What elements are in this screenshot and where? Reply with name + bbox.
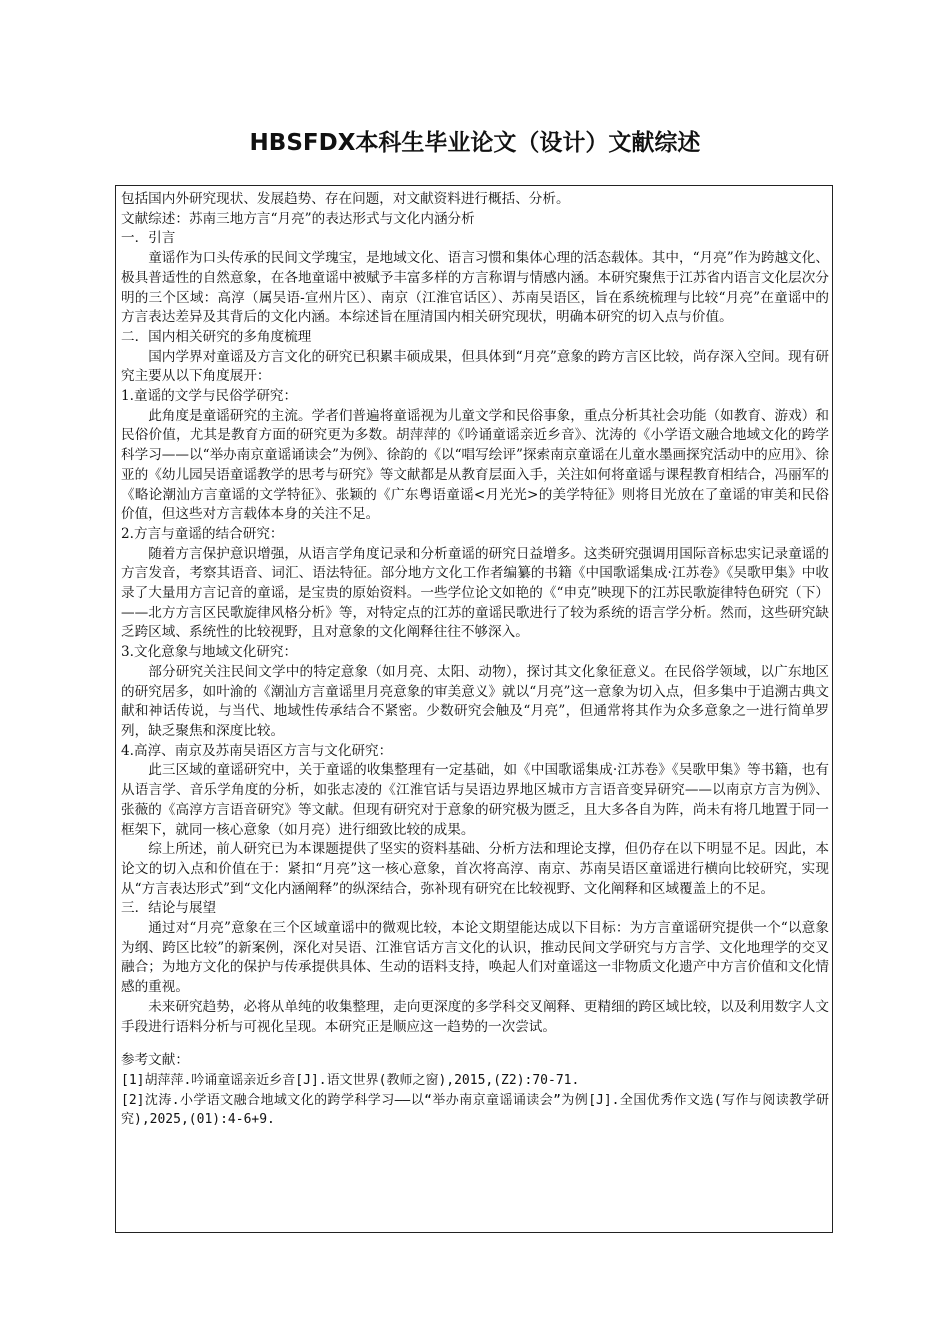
page-title: HBSFDX本科生毕业论文（设计）文献综述 <box>249 130 701 156</box>
body-paragraph: 国内学界对童谣及方言文化的研究已积累丰硕成果，但具体到“月亮”意象的跨方言区比较，尚存深入空间。现有研究主要从以下角度展开： <box>121 348 829 385</box>
section-heading: 文献综述：苏南三地方言“月亮”的表达形式与文化内涵分析 <box>121 210 475 227</box>
body-paragraph: 通过对“月亮”意象在三个区域童谣中的微观比较，本论文期望能达成以下目标：为方言童谣研究提供一个“以意象为纲、跨区比较”的新案例，深化对吴语、江淮官话方言文化的认识，推动民间文学研究与方言学、文化地理学的交叉融合；为地方文化的保护与传承提供具体、生动的语料支持，唤起人们对童谣这一非物质文化遗产中方言价值和文化情感的重视。 <box>121 920 829 996</box>
body-paragraph: 童谣作为口头传承的民间文学瑰宝，是地域文化、语言习惯和集体心理的活态载体。其中，“月亮”作为跨越文化、极具普适性的自然意象，在各地童谣中被赋予丰富多样的方言称谓与情感内涵。本研究聚焦于江苏省内语言文化层次分明的三个区域：高淳（属吴语-宣州片区）、南京（江淮官话区）、苏南吴语区，旨在系统梳理与比较“月亮”在童谣中的方言表达差异及其背后的文化内涵。本综述旨在厘清国内相关研究现状，明确本研究的切入点与价值。 <box>121 250 829 326</box>
reference-item: [1]胡萍萍.吟诵童谣亲近乡音[J].语文世界(教师之窗),2015,(Z2):70-71. <box>121 1072 580 1088</box>
section-heading: 1.童谣的文学与民俗学研究： <box>121 388 298 405</box>
body-paragraph: 此角度是童谣研究的主流。学者们普遍将童谣视为儿童文学和民俗事象，重点分析其社会功能（如教育、游戏）和民俗价值，尤其是教育方面的研究更为多数。胡萍萍的《吟诵童谣亲近乡音》、沈涛的《小学语文融合地域文化的跨学科学习——以“举办南京童谣诵读会”为例》、徐韵的《以“唱写绘评”探索南京童谣在儿童水墨画探究活动中的应用》、徐亚的《幼儿园吴语童谣教学的思考与研究》等文献都是从教育层面入手，关注如何将童谣与课程教育相结合，冯丽军的《略论潮汕方言童谣的文学特征》、张颖的《广东粤语童谣<月光光>的美学特征》则将目光放在了童谣的审美和民俗价值，但这些对方言载体本身的关注不足。 <box>121 407 829 523</box>
section-heading: 二．国内相关研究的多角度梳理 <box>121 328 312 345</box>
body-paragraph: 随着方言保护意识增强，从语言学角度记录和分析童谣的研究日益增多。这类研究强调用国际音标忠实记录童谣的方言发音，考察其语音、词汇、语法特征。部分地方文化工作者编纂的书籍《中国歌谣集成·江苏卷》《吴歌甲集》中收录了大量用方言记音的童谣，是宝贵的原始资料。一些学位论文如艳的《“申克”映现下的江苏民歌旋律特色研究（下）——北方方言区民歌旋律风格分析》等，对特定点的江苏的童谣民歌进行了较为系统的语言学分析。然而，这些研究缺乏跨区域、系统性的比较视野，且对意象的文化阐释往往不够深入。 <box>121 545 829 641</box>
section-heading: 4.高淳、南京及苏南吴语区方言与文化研究： <box>121 742 393 759</box>
body-paragraph: 此三区域的童谣研究中，关于童谣的收集整理有一定基础，如《中国歌谣集成·江苏卷》《吴歌甲集》等书籍，也有从语言学、音乐学角度的分析，如张志凌的《江淮官话与吴语边界地区城市方言语音变异研究——以南京方言为例》、张薇的《高淳方言语音研究》等文献。但现有研究对于意象的研究极为匮乏，且大多各自为阵，尚未有将几地置于同一框架下，就同一核心意象（如月亮）进行细致比较的成果。 <box>121 762 829 838</box>
body-paragraph: 综上所述，前人研究已为本课题提供了坚实的资料基础、分析方法和理论支撑，但仍存在以下明显不足。因此，本论文的切入点和价值在于：紧扣“月亮”这一核心意象，首次将高淳、南京、苏南吴语区童谣进行横向比较研究，实现从“方言表达形式”到“文化内涵阐释”的纵深结合，弥补现有研究在比较视野、文化阐释和区域覆盖上的不足。 <box>121 841 829 897</box>
references-heading: 参考文献： <box>121 1052 189 1069</box>
reference-item: [2]沈涛.小学语文融合地域文化的跨学科学习——以“举办南京童谣诵读会”为例[J].全国优秀作文选(写作与阅读教学研究),2025,(01):4-6+9. <box>121 1092 829 1128</box>
spacer <box>121 1037 829 1051</box>
body-paragraph: 未来研究趋势，必将从单纯的收集整理，走向更深度的多学科交叉阐释、更精细的跨区域比较，以及利用数字人文手段进行语料分析与可视化呈现。本研究正是顺应这一趋势的一次尝试。 <box>121 998 829 1035</box>
section-heading: 包括国内外研究现状、发展趋势、存在问题，对文献资料进行概括、分析。 <box>121 191 570 207</box>
section-heading: 三．结论与展望 <box>121 900 217 917</box>
section-heading: 3.文化意象与地域文化研究： <box>121 644 298 661</box>
body-paragraph: 部分研究关注民间文学中的特定意象（如月亮、太阳、动物），探讨其文化象征意义。在民俗学领域，以广东地区的研究居多，如叶渝的《潮汕方言童谣里月亮意象的审美意义》就以“月亮”这一意象为切入点，但多集中于追溯古典文献和神话传说，与当代、地域性传承结合不紧密。少数研究会触及“月亮”，但通常将其作为众多意象之一进行简单罗列，缺乏聚焦和深度比较。 <box>121 663 829 739</box>
section-heading: 2.方言与童谣的结合研究： <box>121 525 284 542</box>
review-body <box>121 190 829 1130</box>
section-heading: 一．引言 <box>121 230 176 247</box>
